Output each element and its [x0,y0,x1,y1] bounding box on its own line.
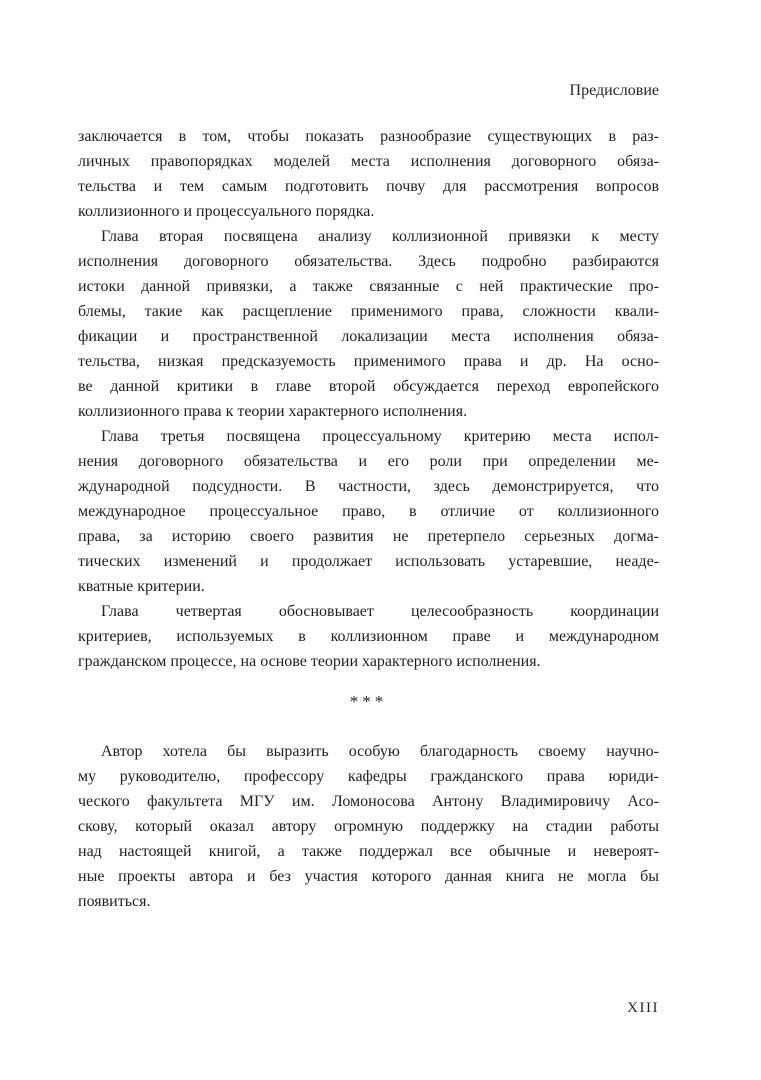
text-line: коллизионного и процессуального порядка. [78,203,375,220]
paragraph [78,124,659,224]
text-line: коллизионного права к теории характерного исполнения. [78,403,468,420]
text-line: блемы, такие как расщепление применимого права, сложности квали- [78,303,659,320]
text-line: тических изменений и продолжает использовать устаревшие, неаде- [78,553,659,570]
text-line: появиться. [78,893,151,910]
text-line: Автор хотела бы выразить особую благодарность своему научно- [101,743,659,760]
text-line: гражданском процессе, на основе теории характерного исполнения. [78,653,541,670]
text-line: скову, который оказал автору огромную поддержку на стадии работы [78,818,659,835]
text-line: над настоящей книгой, а также поддержал все обычные и невероят- [78,843,659,860]
paragraph [78,424,659,599]
text-line: заключается в том, чтобы показать разнообразие существующих в раз- [78,128,659,145]
text-column [78,124,659,914]
text-line: истоки данной привязки, а также связанные с ней практические про- [78,278,659,295]
text-line: Глава третья посвящена процессуальному критерию места испол- [101,428,659,445]
text-line: фикации и пространственной локализации места исполнения обяза- [78,328,659,345]
text-line: Глава вторая посвящена анализу коллизионной привязки к месту [101,228,659,245]
asterisk-divider: *** [349,692,388,711]
text-line: права, за историю своего развития не претерпело серьезных догма- [78,528,659,545]
text-line: исполнения договорного обязательства. Здесь подробно разбираются [78,253,659,270]
page-number: XIII [627,1000,659,1016]
text-line: личных правопорядках моделей места исполнения договорного обяза- [78,153,659,170]
text-line: Глава четвертая обосновывает целесообразность координации [101,603,659,620]
text-line: ве данной критики в главе второй обсуждается переход европейского [78,378,659,395]
text-line: тельства, низкая предсказуемость применимого права и др. На осно- [78,353,659,370]
running-header: Предисловие [569,82,659,99]
text-line: му руководителю, профессору кафедры гражданского права юриди- [78,768,659,785]
text-line: тельства и тем самым подготовить почву для рассмотрения вопросов [78,178,659,195]
text-line: международное процессуальное право, в отличие от коллизионного [78,503,659,520]
text-line: критериев, используемых в коллизионном праве и международном [78,628,659,645]
paragraph [78,739,659,914]
paragraph [78,224,659,424]
text-line: ждународной подсудности. В частности, здесь демонстрируется, что [78,478,659,495]
text-line: нения договорного обязательства и его роли при определении ме- [78,453,659,470]
text-line: ческого факультета МГУ им. Ломоносова Антону Владимировичу Асо- [78,793,659,810]
text-line: ные проекты автора и без участия которого данная книга не могла бы [78,868,659,885]
text-line: кватные критерии. [78,578,205,595]
paragraph [78,599,659,674]
